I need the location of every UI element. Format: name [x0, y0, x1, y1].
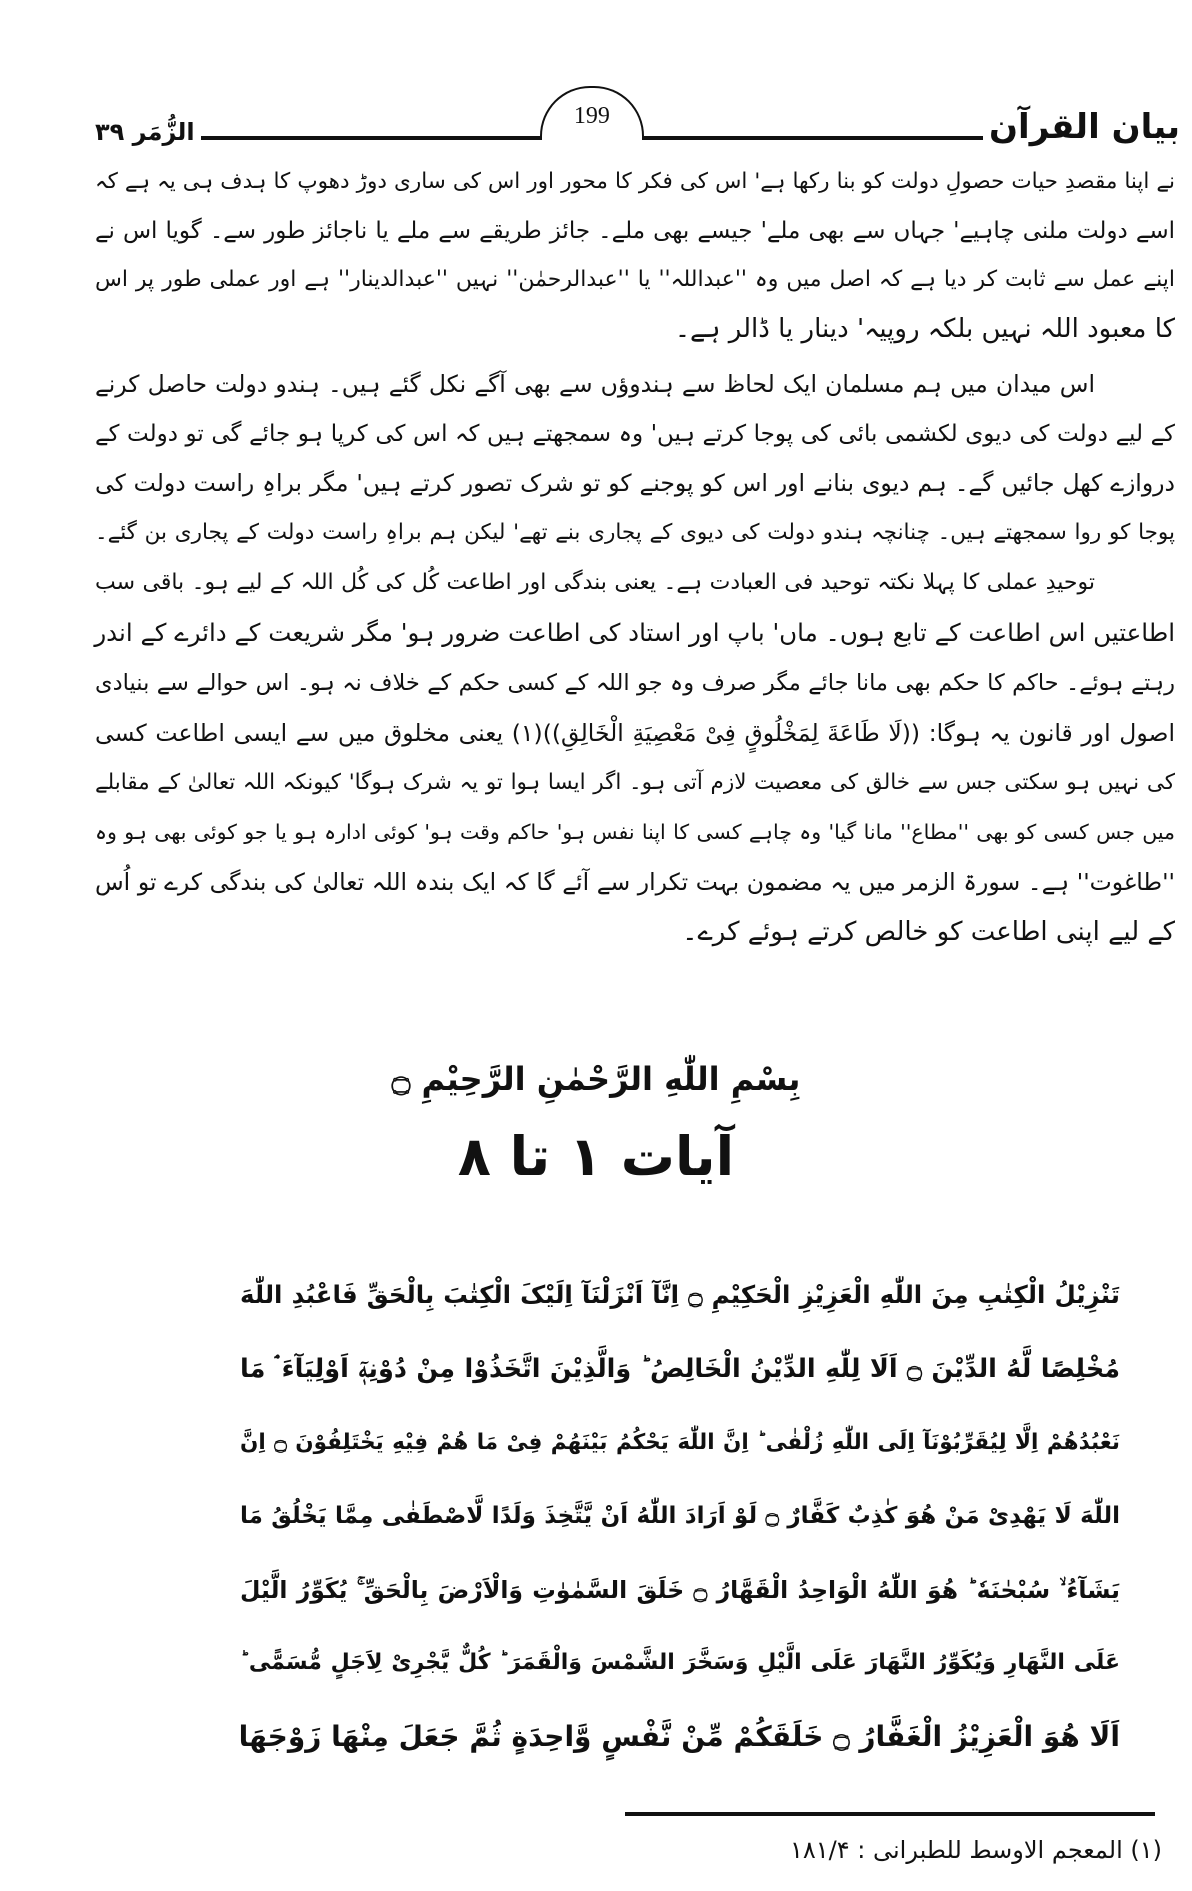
text-line: اسے دولت ملنی چاہیے' جہاں سے بھی ملے' جیسے بھی ملے۔ جائز طریقے سے ملے یا ناجائز طور سے۔ گویا اس نے: [95, 218, 1175, 244]
text-line: توحیدِ عملی کا پہلا نکتہ توحید فی العبادت ہے۔ یعنی بندگی اور اطاعت کُل کی کُل اللہ کے لیے ہو۔ باقی سب: [95, 570, 1095, 595]
running-header: [95, 84, 1180, 147]
text-line: رہتے ہوئے۔ حاکم کا حکم بھی مانا جائے مگر صرف وہ جو اللہ کے کسی حکم کے خلاف نہ ہو۔ اس حوالے سے بنیادی: [95, 670, 1175, 696]
text-line: دروازے کھل جائیں گے۔ ہم دیوی بنانے اور اس کو پوجنے کو تو شرک تصور کرتے ہیں' مگر براہِ راست دولت کی: [95, 469, 1175, 497]
section-heading: آیات ۱ تا ۸: [457, 1125, 735, 1188]
header-rule: [644, 136, 983, 140]
verse-line: نَعْبُدُهُمْ اِلَّا لِیُقَرِّبُوْنَآ اِلَی اللّٰهِ زُلْفٰی ؕ اِنَّ اللّٰهَ یَحْکُمُ بَیْنَهُمْ فِیْ مَا هُمْ فِیْهِ یَخْتَلِفُوْنَ ۝ اِنَّ: [240, 1430, 1120, 1455]
footnote: (۱) المعجم الاوسط للطبرانی : ۱۸۱/۴: [789, 1836, 1162, 1864]
page-number: 199: [540, 86, 644, 140]
footnote-rule: [625, 1812, 1155, 1816]
header-rule: [201, 136, 540, 140]
text-line: اس میدان میں ہم مسلمان ایک لحاظ سے ہندوؤں سے بھی آگے نکل گئے ہیں۔ ہندو دولت حاصل کرنے: [95, 370, 1095, 398]
text-line: کا معبود اللہ نہیں بلکہ روپیہ' دینار یا ڈالر ہے۔: [674, 314, 1175, 344]
text-line: اطاعتیں اس اطاعت کے تابع ہوں۔ ماں' باپ اور استاد کی اطاعت ضرور ہو' مگر شریعت کے دائرے کے اندر: [94, 618, 1175, 647]
text-line: ''طاغوت'' ہے۔ سورۃ الزمر میں یہ مضمون بہت تکرار سے آئے گا کہ ایک بندہ اللہ تعالیٰ کی بندگی کرے تو اُس: [95, 868, 1175, 896]
verse-line: یَشَآءُ ۙ سُبْحٰنَهٗ ؕ هُوَ اللّٰهُ الْوَاحِدُ الْقَهَّارُ ۝ خَلَقَ السَّمٰوٰتِ وَالْاَرْضَ بِالْحَقِّ ۚ یُکَوِّرُ الَّیْلَ: [240, 1576, 1120, 1604]
text-line: اپنے عمل سے ثابت کر دیا ہے کہ اصل میں وہ ''عبداللہ'' یا ''عبدالرحمٰن'' نہیں ''عبدالدینار'' ہے اور عملی طور پر اس: [95, 267, 1175, 292]
verse-line: مُخْلِصًا لَّهُ الدِّیْنَ ۝ اَلَا لِلّٰهِ الدِّیْنُ الْخَالِصُ ؕ وَالَّذِیْنَ اتَّخَذُوْا مِنْ دُوْنِهٖٓ اَوْلِیَآءَ ۘ مَا: [240, 1354, 1120, 1384]
book-title: بیان القرآن: [989, 107, 1180, 147]
verse-line: اَلَا هُوَ الْعَزِیْزُ الْغَفَّارُ ۝ خَلَقَکُمْ مِّنْ نَّفْسٍ وَّاحِدَةٍ ثُمَّ جَعَلَ مِنْهَا زَوْجَهَا: [238, 1720, 1120, 1753]
bismillah: بِسْمِ اللّٰهِ الرَّحْمٰنِ الرَّحِیْمِ ۝: [391, 1060, 801, 1098]
text-line: اصول اور قانون یہ ہوگا: ((لَا طَاعَةَ لِمَخْلُوقٍ فِیْ مَعْصِیَةِ الْخَالِقِ))(۱) یعنی مخلوق میں سے ایسی اطاعت کسی: [95, 719, 1175, 747]
verse-line: عَلَی النَّهَارِ وَیُکَوِّرُ النَّهَارَ عَلَی الَّیْلِ وَسَخَّرَ الشَّمْسَ وَالْقَمَرَ ؕ کُلٌّ یَّجْرِیْ لِاَجَلٍ مُّسَمًّی ؕ: [240, 1650, 1120, 1675]
text-line: کے لیے اپنی اطاعت کو خالص کرتے ہوئے کرے۔: [682, 917, 1175, 947]
text-line: کے لیے دولت کی دیوی لکشمی بائی کی پوجا کرتے ہیں' وہ سمجھتے ہیں کہ اس کی کرپا ہو جائے گی تو دولت کے: [95, 421, 1175, 447]
surah-label: الزُّمَر ۳۹: [95, 118, 195, 146]
text-line: نے اپنا مقصدِ حیات حصولِ دولت کو بنا رکھا ہے' اس کی فکر کا محور اور اس کی ساری دوڑ دھوپ کا ہدف ہی یہ ہے کہ: [95, 169, 1175, 194]
verse-line: اللّٰهَ لَا یَهْدِیْ مَنْ هُوَ کٰذِبٌ کَفَّارٌ ۝ لَوْ اَرَادَ اللّٰهُ اَنْ یَّتَّخِذَ وَلَدًا لَّاصْطَفٰی مِمَّا یَخْلُقُ مَا: [240, 1503, 1120, 1529]
text-line: کی نہیں ہو سکتی جس سے خالق کی معصیت لازم آتی ہو۔ اگر ایسا ہوا تو یہ شرک ہوگا' کیونکہ اللہ تعالیٰ کے مقابلے: [95, 770, 1175, 795]
verse-line: تَنْزِیْلُ الْکِتٰبِ مِنَ اللّٰهِ الْعَزِیْزِ الْحَکِیْمِ ۝ اِنَّآ اَنْزَلْنَآ اِلَیْکَ الْکِتٰبَ بِالْحَقِّ فَاعْبُدِ اللّٰهَ: [240, 1280, 1121, 1309]
text-line: پوجا کو روا سمجھتے ہیں۔ چنانچہ ہندو دولت کی دیوی کے پجاری بنے تھے' لیکن ہم براہِ راست دولت کے پجاری بن گئے۔: [95, 520, 1175, 545]
text-line: میں جس کسی کو بھی ''مطاع'' مانا گیا' وہ چاہے کسی کا اپنا نفس ہو' حاکم وقت ہو' کوئی ادارہ ہو یا جو کوئی بھی ہو وہ: [95, 820, 1175, 844]
